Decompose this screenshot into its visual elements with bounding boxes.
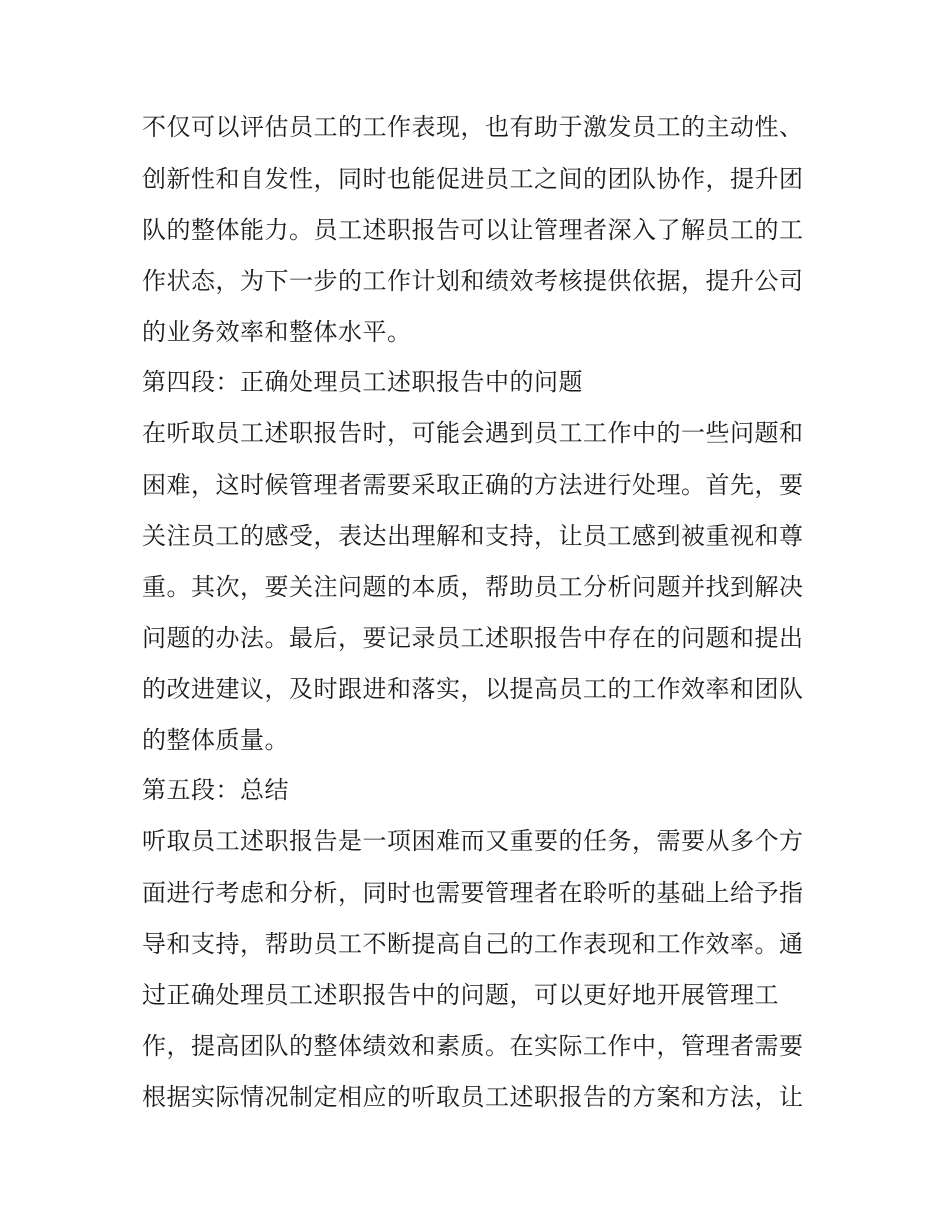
text-line: 创新性和自发性，同时也能促进员工之间的团队协作，提升团 — [142, 165, 804, 193]
section-heading-4: 第四段：正确处理员工述职报告中的问题 — [142, 368, 583, 396]
text-line: 问题的办法。最后，要记录员工述职报告中存在的问题和提出 — [142, 624, 804, 652]
text-line: 重。其次，要关注问题的本质，帮助员工分析问题并找到解决 — [142, 573, 804, 601]
text-line: 作状态，为下一步的工作计划和绩效考核提供依据，提升公司 — [142, 267, 804, 295]
text-line: 困难，这时候管理者需要采取正确的方法进行处理。首先，要 — [142, 471, 804, 499]
text-line: 根据实际情况制定相应的听取员工述职报告的方案和方法，让 — [142, 1083, 804, 1111]
text-line: 的改进建议，及时跟进和落实，以提高员工的工作效率和团队 — [142, 675, 804, 703]
text-line: 导和支持，帮助员工不断提高自己的工作表现和工作效率。通 — [142, 930, 804, 958]
text-line: 面进行考虑和分析，同时也需要管理者在聆听的基础上给予指 — [142, 879, 804, 907]
text-line: 队的整体能力。员工述职报告可以让管理者深入了解员工的工 — [142, 216, 804, 244]
text-line: 的业务效率和整体水平。 — [142, 318, 412, 346]
text-line: 听取员工述职报告是一项困难而又重要的任务，需要从多个方 — [142, 827, 804, 855]
text-line: 关注员工的感受，表达出理解和支持，让员工感到被重视和尊 — [142, 522, 804, 550]
text-line: 过正确处理员工述职报告中的问题，可以更好地开展管理工 — [142, 981, 779, 1009]
text-line: 作，提高团队的整体绩效和素质。在实际工作中，管理者需要 — [142, 1032, 804, 1060]
text-line: 不仅可以评估员工的工作表现，也有助于激发员工的主动性、 — [142, 113, 804, 141]
text-line: 在听取员工述职报告时，可能会遇到员工工作中的一些问题和 — [142, 419, 804, 447]
section-heading-5: 第五段：总结 — [142, 776, 289, 804]
text-line: 的整体质量。 — [142, 726, 289, 754]
